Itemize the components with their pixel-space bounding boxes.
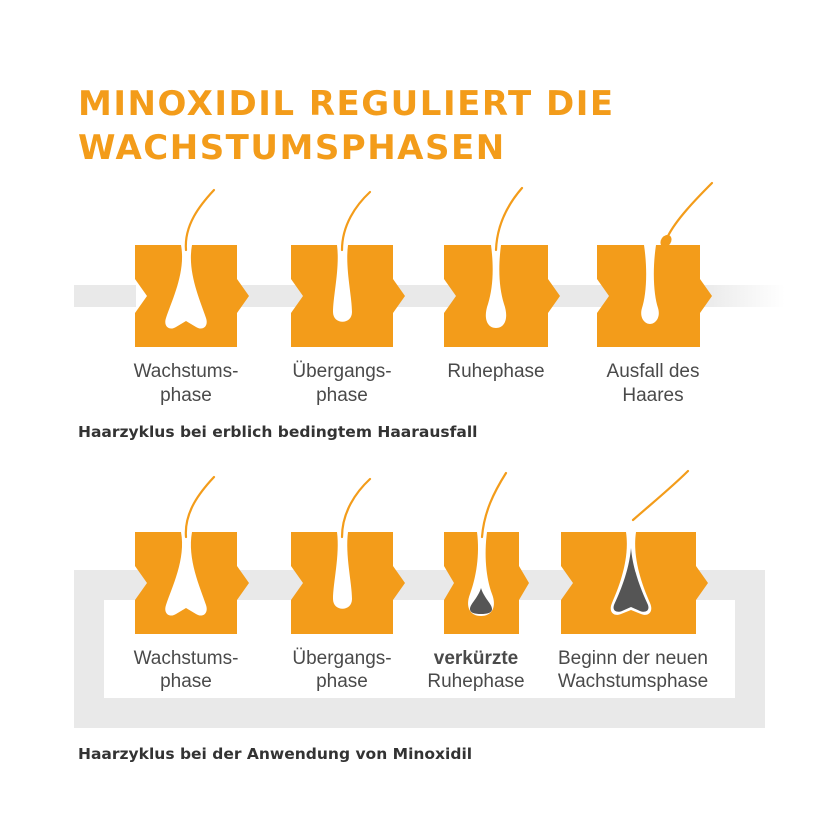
cycle-1 <box>74 183 785 441</box>
cycle-1-step-ausfall <box>597 183 712 347</box>
title-line-2: WACHSTUMSPHASEN <box>78 128 506 168</box>
cycle-1-step-uebergangsphase <box>291 192 405 347</box>
hair-strand <box>482 473 506 537</box>
cycle-2-label-4a: Beginn der neuen <box>557 648 709 669</box>
cycle-2-label-2b: phase <box>316 671 368 692</box>
hair-strand <box>342 479 370 537</box>
cycle-2-label-3b: Ruhephase <box>427 671 525 692</box>
cycle-1-label-3a: Ruhephase <box>447 361 545 382</box>
cycle-2-label-3a: verkürzte <box>433 648 519 669</box>
hair-strand <box>633 471 688 520</box>
cycle-2-step-neue-wachstumsphase <box>561 471 708 634</box>
cycle-2-label-4b: Wachstumsphase <box>557 671 709 692</box>
cycle-1-caption: Haarzyklus bei erblich bedingtem Haarausfall <box>78 423 478 441</box>
cycle-2-step-verkuerzte-ruhephase <box>444 473 529 634</box>
cycle-2-label-1b: phase <box>160 671 212 692</box>
cycle-2-label-2a: Übergangs- <box>292 648 392 669</box>
hair-strand <box>668 183 712 236</box>
cycle-2-caption: Haarzyklus bei der Anwendung von Minoxidil <box>78 745 473 763</box>
cycle-2-step-uebergangsphase <box>291 479 405 634</box>
hair-strand <box>496 188 522 250</box>
cycle-1-label-1b: phase <box>160 385 212 406</box>
cycle-2 <box>74 471 765 763</box>
cycle-1-label-2b: phase <box>316 385 368 406</box>
hair-strand <box>342 192 370 250</box>
cycle-1-label-4a: Ausfall des <box>606 361 700 382</box>
hair-strand <box>186 190 214 250</box>
title-line-1: MINOXIDIL REGULIERT DIE <box>78 84 615 124</box>
cycle-1-label-1a: Wachstums- <box>133 361 239 382</box>
cycle-1-label-2a: Übergangs- <box>292 361 392 382</box>
cycle-1-step-ruhephase <box>444 188 560 347</box>
cycle-2-label-1a: Wachstums- <box>133 648 239 669</box>
skin-block <box>444 245 560 347</box>
cycle-1-label-4b: Haares <box>622 385 684 406</box>
hair-strand <box>186 477 214 537</box>
cycle-2-step-wachstumsphase <box>135 477 249 634</box>
cycle-1-step-wachstumsphase <box>135 190 249 347</box>
